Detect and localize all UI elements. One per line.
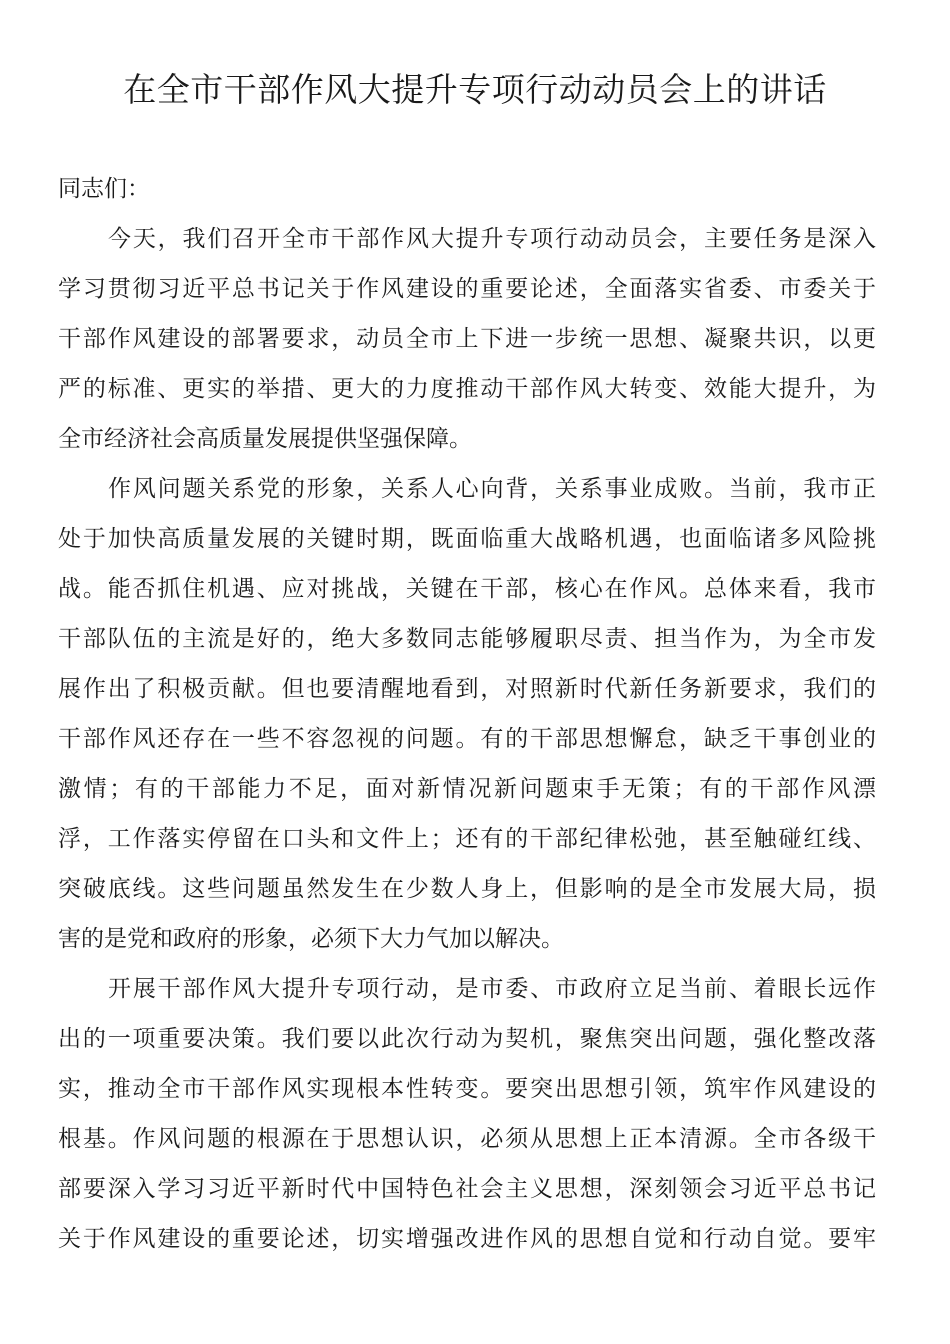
paragraph-line: 全市经济社会高质量发展提供坚强保障。 xyxy=(58,426,472,452)
paragraph-line: 激情；有的干部能力不足，面对新情况新问题束手无策；有的干部作风漂 xyxy=(58,776,876,802)
paragraph-line: 害的是党和政府的形象，必须下大力气加以解决。 xyxy=(58,926,564,952)
paragraph-3 xyxy=(58,964,878,1264)
paragraph-line: 干部作风还存在一些不容忽视的问题。有的干部思想懈怠，缺乏干事创业的 xyxy=(58,726,876,752)
paragraph-line: 展作出了积极贡献。但也要清醒地看到，对照新时代新任务新要求，我们的 xyxy=(58,676,876,702)
salutation: 同志们： xyxy=(58,176,150,202)
paragraph-line: 今天，我们召开全市干部作风大提升专项行动动员会，主要任务是深入 xyxy=(108,226,876,252)
paragraph-line: 作风问题关系党的形象，关系人心向背，关系事业成败。当前，我市正 xyxy=(108,476,876,502)
paragraph-line: 严的标准、更实的举措、更大的力度推动干部作风大转变、效能大提升，为 xyxy=(58,376,876,402)
paragraph-line: 根基。作风问题的根源在于思想认识，必须从思想上正本清源。全市各级干 xyxy=(58,1126,876,1152)
paragraph-line: 部要深入学习习近平新时代中国特色社会主义思想，深刻领会习近平总书记 xyxy=(58,1176,876,1202)
paragraph-1 xyxy=(58,214,878,464)
document-body xyxy=(58,164,878,1264)
paragraph-line: 处于加快高质量发展的关键时期，既面临重大战略机遇，也面临诸多风险挑 xyxy=(58,526,876,552)
paragraph-line: 学习贯彻习近平总书记关于作风建设的重要论述，全面落实省委、市委关于 xyxy=(58,276,876,302)
paragraph-line: 突破底线。这些问题虽然发生在少数人身上，但影响的是全市发展大局，损 xyxy=(58,876,876,902)
document-title: 在全市干部作风大提升专项行动动员会上的讲话 xyxy=(123,70,827,109)
paragraph-2 xyxy=(58,464,878,964)
paragraph-line: 干部队伍的主流是好的，绝大多数同志能够履职尽责、担当作为，为全市发 xyxy=(58,626,876,652)
paragraph-line: 战。能否抓住机遇、应对挑战，关键在干部，核心在作风。总体来看，我市 xyxy=(58,576,876,602)
paragraph-line: 开展干部作风大提升专项行动，是市委、市政府立足当前、着眼长远作 xyxy=(108,976,876,1002)
paragraph-line: 出的一项重要决策。我们要以此次行动为契机，聚焦突出问题，强化整改落 xyxy=(58,1026,876,1052)
paragraph-line: 浮，工作落实停留在口头和文件上；还有的干部纪律松弛，甚至触碰红线、 xyxy=(58,826,876,852)
paragraph-line: 干部作风建设的部署要求，动员全市上下进一步统一思想、凝聚共识，以更 xyxy=(58,326,876,352)
paragraph-line: 关于作风建设的重要论述，切实增强改进作风的思想自觉和行动自觉。要牢 xyxy=(58,1226,876,1252)
paragraph-line: 实，推动全市干部作风实现根本性转变。要突出思想引领，筑牢作风建设的 xyxy=(58,1076,876,1102)
